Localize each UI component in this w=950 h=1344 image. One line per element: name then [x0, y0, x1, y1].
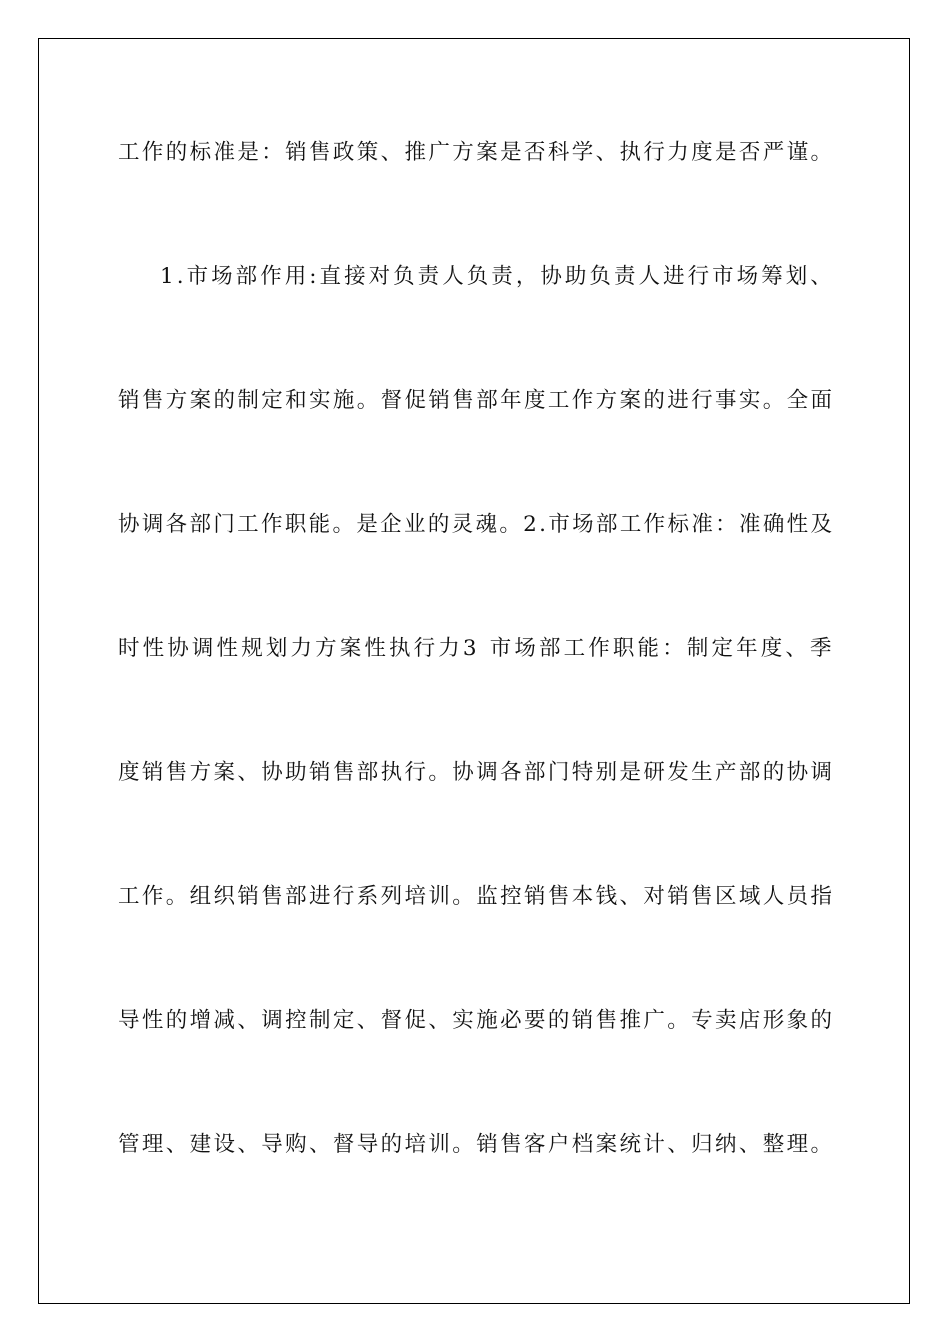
text-line-3: 销售方案的制定和实施。督促销售部年度工作方案的进行事实。全面: [118, 388, 835, 413]
text-line-2: 1.市场部作用:直接对负责人负责，协助负责人进行市场筹划、: [160, 264, 835, 289]
text-line-8: 导性的增减、调控制定、督促、实施必要的销售推广。专卖店形象的: [118, 1008, 835, 1033]
page-border: [38, 38, 910, 1304]
text-line-7: 工作。组织销售部进行系列培训。监控销售本钱、对销售区域人员指: [118, 884, 835, 909]
text-line-5: 时性协调性规划力方案性执行力3 市场部工作职能：制定年度、季: [118, 636, 835, 661]
text-line-9: 管理、建设、导购、督导的培训。销售客户档案统计、归纳、整理。: [118, 1132, 835, 1157]
text-line-4: 协调各部门工作职能。是企业的灵魂。2.市场部工作标准：准确性及: [118, 512, 835, 537]
text-line-6: 度销售方案、协助销售部执行。协调各部门特别是研发生产部的协调: [118, 760, 835, 785]
text-line-1: 工作的标准是：销售政策、推广方案是否科学、执行力度是否严谨。: [118, 140, 835, 165]
